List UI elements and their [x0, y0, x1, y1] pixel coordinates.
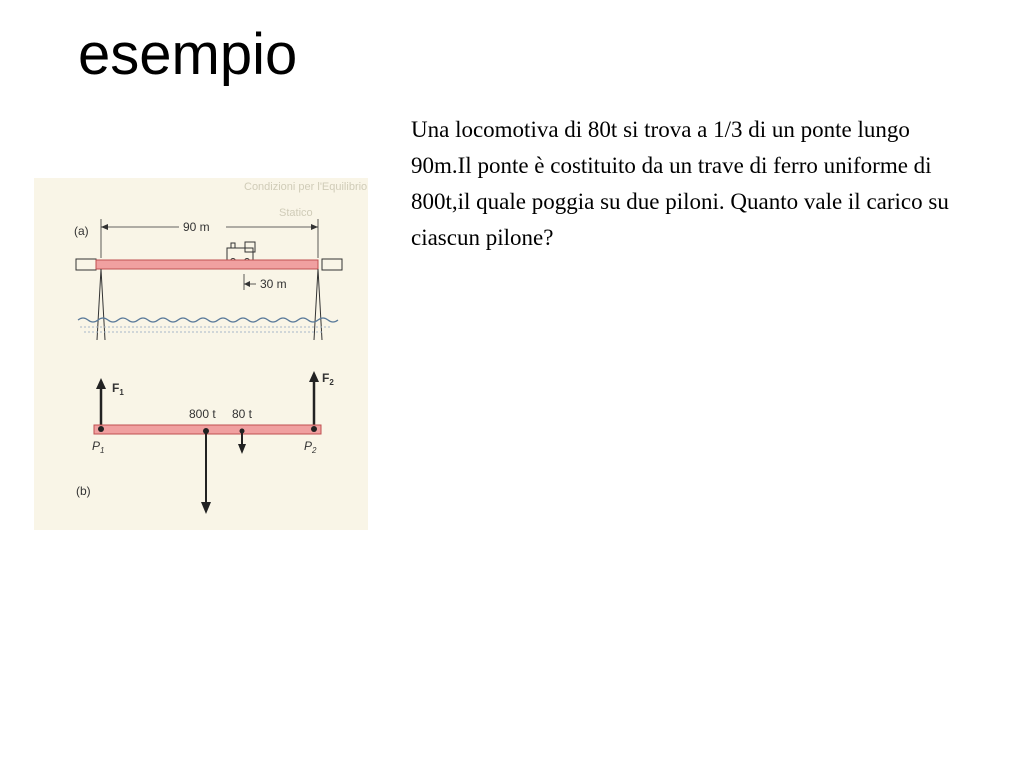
bridge-diagram: [34, 178, 368, 530]
beam-weight-label: 800 t: [189, 407, 216, 421]
force-f2-label: $F_2$: [322, 371, 334, 387]
bridge-figure: [34, 178, 368, 530]
slide-title: esempio: [78, 22, 298, 87]
problem-text: Una locomotiva di 80t si trova a 1/3 di un ponte lungo 90m.Il ponte è costituito da un trave di ferro uniforme di 800t,il quale poggia su due piloni. Quanto vale il carico su ciascun pilone?: [411, 117, 949, 251]
span-label: 90 m: [183, 220, 210, 234]
panel-a-label: (a): [74, 224, 89, 238]
point-p2-label: $P_2$: [304, 439, 317, 455]
figure-header-text: Condizioni per l'Equilibrio: [244, 181, 368, 193]
figure-header-text-2: Statico: [279, 207, 313, 219]
loco-weight-label: 80 t: [232, 407, 253, 421]
point-p1-marker: [98, 426, 104, 432]
offset-label: 30 m: [260, 277, 287, 291]
force-f1-label: $F_1$: [112, 381, 124, 397]
point-p2-marker: [311, 426, 317, 432]
point-p1-label: $P_1$: [92, 439, 105, 455]
bridge-beam: [96, 260, 318, 269]
panel-b-label: (b): [76, 484, 91, 498]
